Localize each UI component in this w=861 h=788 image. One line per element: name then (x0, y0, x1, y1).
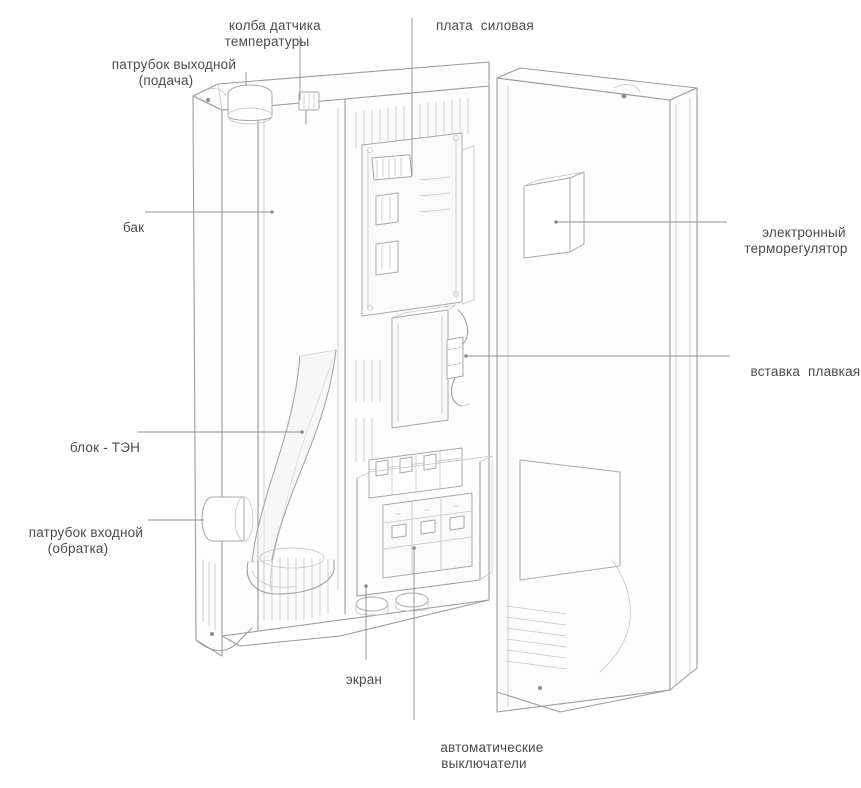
label-outlet-pipe (86, 41, 246, 105)
label-outlet-pipe-text: патрубок выходной (подача) (111, 57, 237, 88)
power-board-part (362, 133, 474, 316)
circuit-breakers-part (383, 493, 472, 578)
label-heating-block (54, 424, 141, 472)
label-screen (330, 656, 383, 704)
cabinet-right-body (497, 68, 697, 712)
label-electronic-thermostat-text: электронный терморегулятор (744, 225, 848, 256)
label-screen-text: экран (345, 672, 383, 687)
label-tank (107, 204, 145, 252)
electronic-thermostat-part (524, 172, 584, 258)
label-tank-text: бак (122, 220, 145, 235)
label-electronic-thermostat (731, 209, 861, 273)
label-power-board-text: плата силовая (435, 18, 534, 33)
label-inlet-pipe (2, 509, 154, 573)
label-fuse-insert-text: вставка плавкая (750, 364, 861, 379)
label-heating-block-text: блок - ТЭН (69, 440, 141, 455)
label-power-board (412, 2, 542, 50)
label-bulb-sensor-text: колба датчика температуры (224, 18, 321, 49)
label-inlet-pipe-text: патрубок входной (обратка) (28, 525, 144, 556)
label-circuit-breakers-text: автоматические выключатели (440, 740, 544, 771)
label-circuit-breakers (419, 724, 549, 788)
label-fuse-insert (734, 348, 861, 396)
